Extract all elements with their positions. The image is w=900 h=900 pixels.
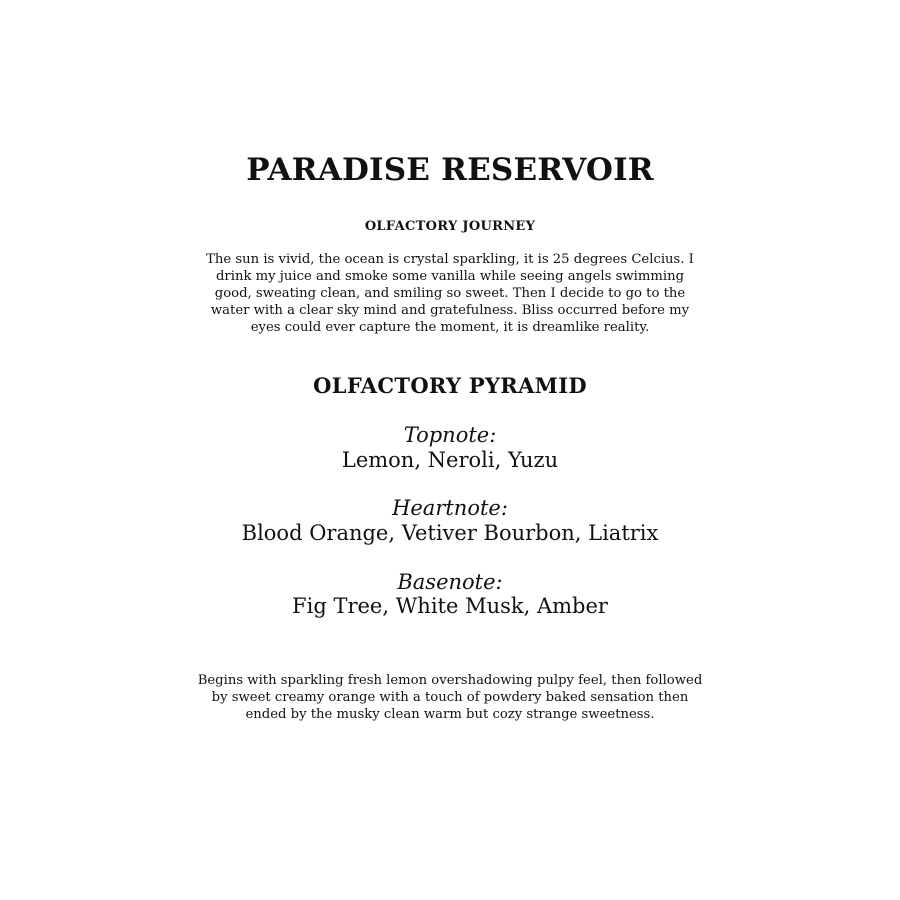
- journey-line: The sun is vivid, the ocean is crystal sparkling, it is 25 degrees Celcius. I: [206, 252, 694, 267]
- product-title: PARADISE RESERVOIR: [246, 152, 654, 188]
- heartnote-value: Blood Orange, Vetiver Bourbon, Liatrix: [241, 521, 659, 545]
- journey-line: water with a clear sky mind and gratefulness. Bliss occurred before my: [210, 303, 690, 318]
- journey-paragraph: [160, 251, 740, 336]
- topnote-label: Topnote:: [403, 423, 497, 447]
- heartnote-label: Heartnote:: [392, 496, 508, 520]
- journey-line: drink my juice and smoke some vanilla while seeing angels swimming: [215, 269, 685, 284]
- description-line: ended by the musky clean warm but cozy strange sweetness.: [245, 707, 655, 722]
- pyramid-heading: OLFACTORY PYRAMID: [313, 373, 587, 398]
- description-line: by sweet creamy orange with a touch of powdery baked sensation then: [211, 690, 689, 705]
- description-line: Begins with sparkling fresh lemon overshadowing pulpy feel, then followed: [197, 673, 703, 688]
- basenote-value: Fig Tree, White Musk, Amber: [292, 594, 608, 618]
- journey-line: good, sweating clean, and smiling so sweet. Then I decide to go to the: [214, 286, 686, 301]
- journey-heading: OLFACTORY JOURNEY: [364, 219, 536, 234]
- journey-line: eyes could ever capture the moment, it is dreamlike reality.: [250, 320, 650, 335]
- scent-description: [150, 672, 750, 723]
- topnote-value: Lemon, Neroli, Yuzu: [341, 448, 559, 472]
- basenote-label: Basenote:: [397, 570, 503, 594]
